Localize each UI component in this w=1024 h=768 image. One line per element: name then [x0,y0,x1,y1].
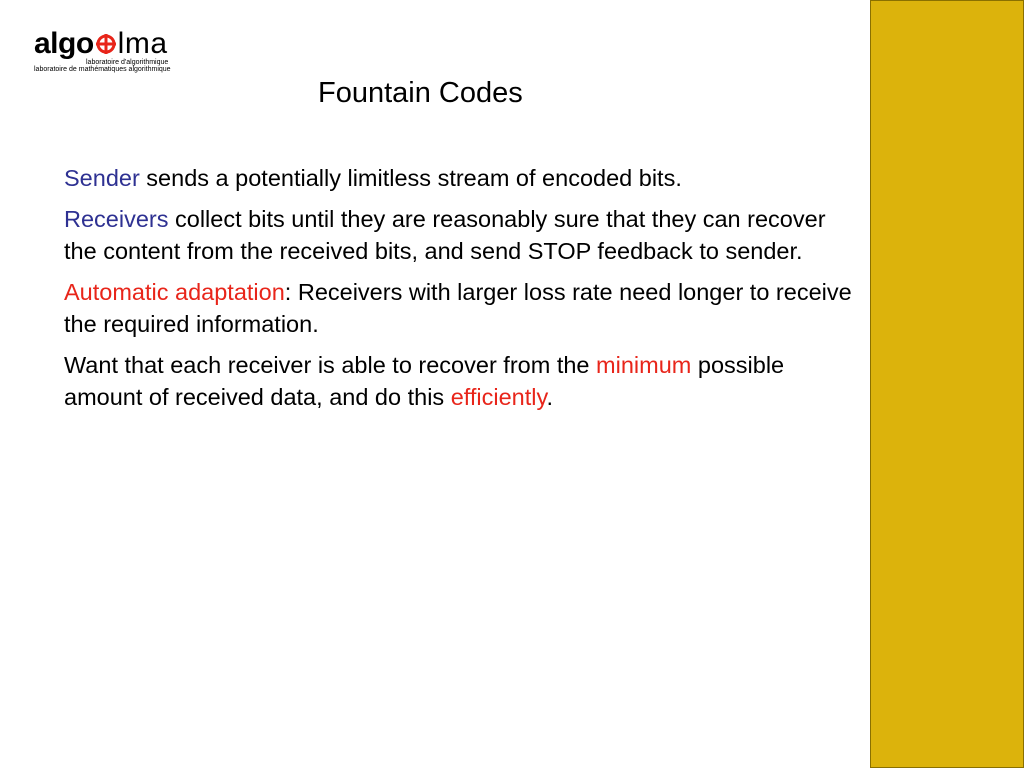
para-1-seg-1: collect bits until they are reasonably sure that they can recover the content from the received bits, and send STOP feedback to sender. [64,206,826,264]
decorative-side-bar [870,0,1024,768]
para-2-seg-1: : Receivers with larger loss rate need longer to receive the required information. [64,279,852,337]
logo-wordmark [34,26,168,62]
plus-in-circle-icon [95,33,117,55]
para-1-seg-0: Receivers [64,206,169,232]
paragraph-automatic-adaptation [64,276,854,340]
para-3-seg-1: minimum [596,352,692,378]
slide-title: Fountain Codes [318,77,523,109]
slide-body [64,162,854,422]
para-2-seg-0: Automatic adaptation [64,279,285,305]
logo-right-word: lma [117,27,168,60]
para-0-seg-0: Sender [64,165,140,191]
logo-tagline-1: laboratoire d'algorithmique [86,59,169,66]
plus-in-circle-icon-svg [95,33,117,55]
para-3-seg-2: possible amount of received data, and do this [64,352,785,410]
para-3-seg-3: efficiently [450,384,547,410]
para-0-seg-1: sends a potentially limitless stream of encoded bits. [139,165,682,191]
paragraph-receivers [64,203,854,267]
algolma-logo [34,26,174,76]
para-3-seg-4: . [546,384,554,410]
logo-tagline-2: laboratoire de mathématiques algorithmique [34,66,171,73]
paragraph-want [64,349,854,413]
para-3-seg-0: Want that each receiver is able to recover from the [64,352,597,378]
paragraph-sender [64,162,854,194]
logo-left-word: algo [34,27,94,60]
